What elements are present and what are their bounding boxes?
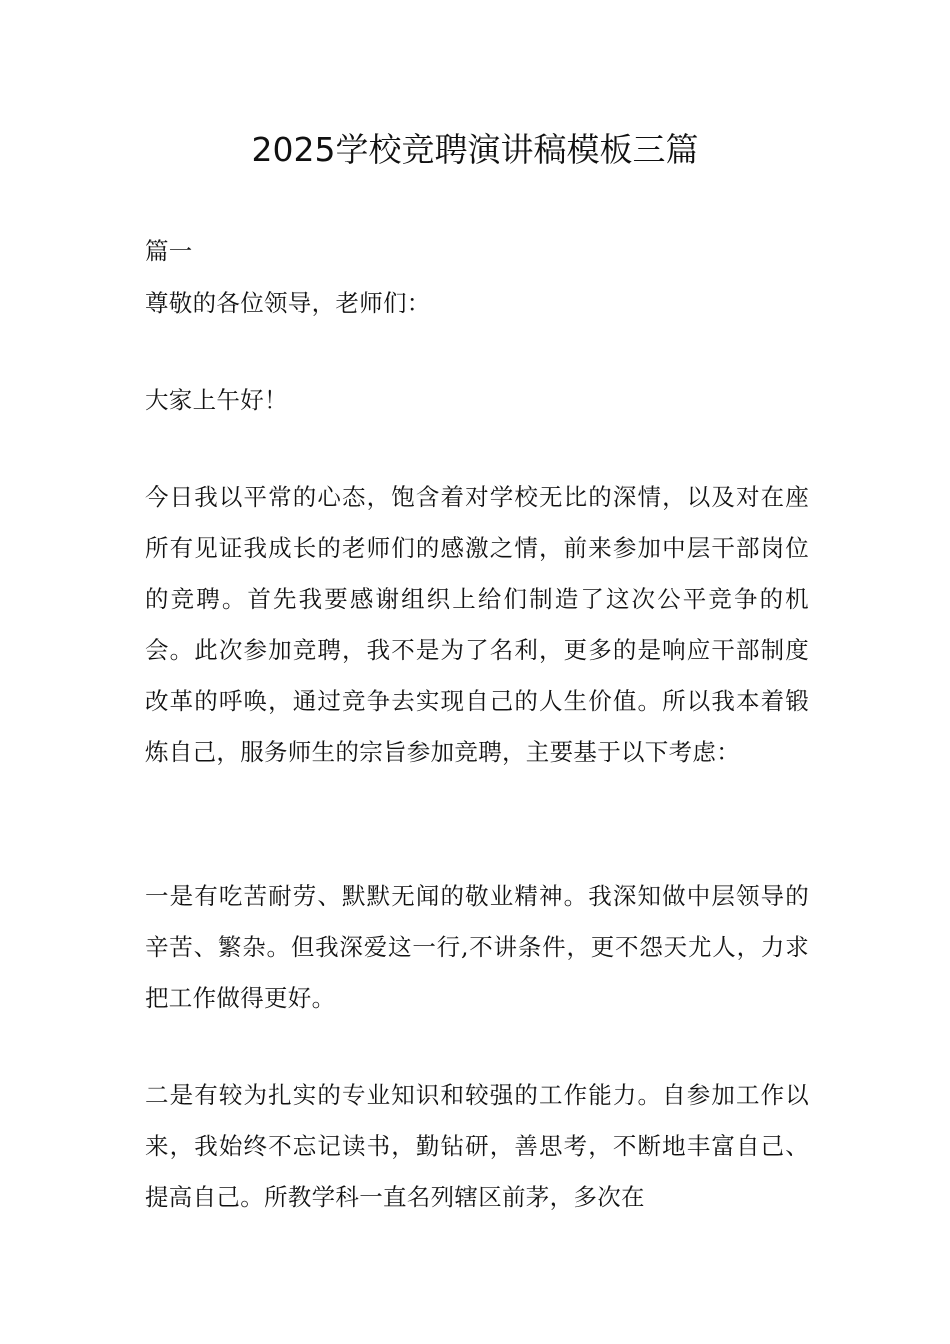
section-label: 篇一 [145, 237, 193, 265]
salutation: 尊敬的各位领导，老师们： [145, 289, 431, 317]
document-title: 2025学校竞聘演讲稿模板三篇 [251, 130, 699, 169]
paragraph-intro: 今日我以平常的心态，饱含着对学校无比的深情，以及对在座所有见证我成长的老师们的感激之情，前来参加中层干部岗位的竞聘。首先我要感谢组织上给们制造了这次公平竞争的机会。此次参加竞聘，我不是为了名利，更多的是响应干部制度改革的呼唤，通过竞争去实现自己的人生价值。所以我本着锻炼自己，服务师生的宗旨参加竞聘，主要基于以下考虑： [145, 483, 809, 766]
paragraph-point-one: 一是有吃苦耐劳、默默无闻的敬业精神。我深知做中层领导的辛苦、繁杂。但我深爱这一行,不讲条件，更不怨天尤人，力求把工作做得更好。 [145, 882, 809, 1012]
greeting: 大家上午好！ [145, 386, 288, 414]
paragraph-point-two: 二是有较为扎实的专业知识和较强的工作能力。自参加工作以来，我始终不忘记读书，勤钻研，善思考，不断地丰富自己、提高自己。所教学科一直名列辖区前茅，多次在 [145, 1081, 809, 1211]
